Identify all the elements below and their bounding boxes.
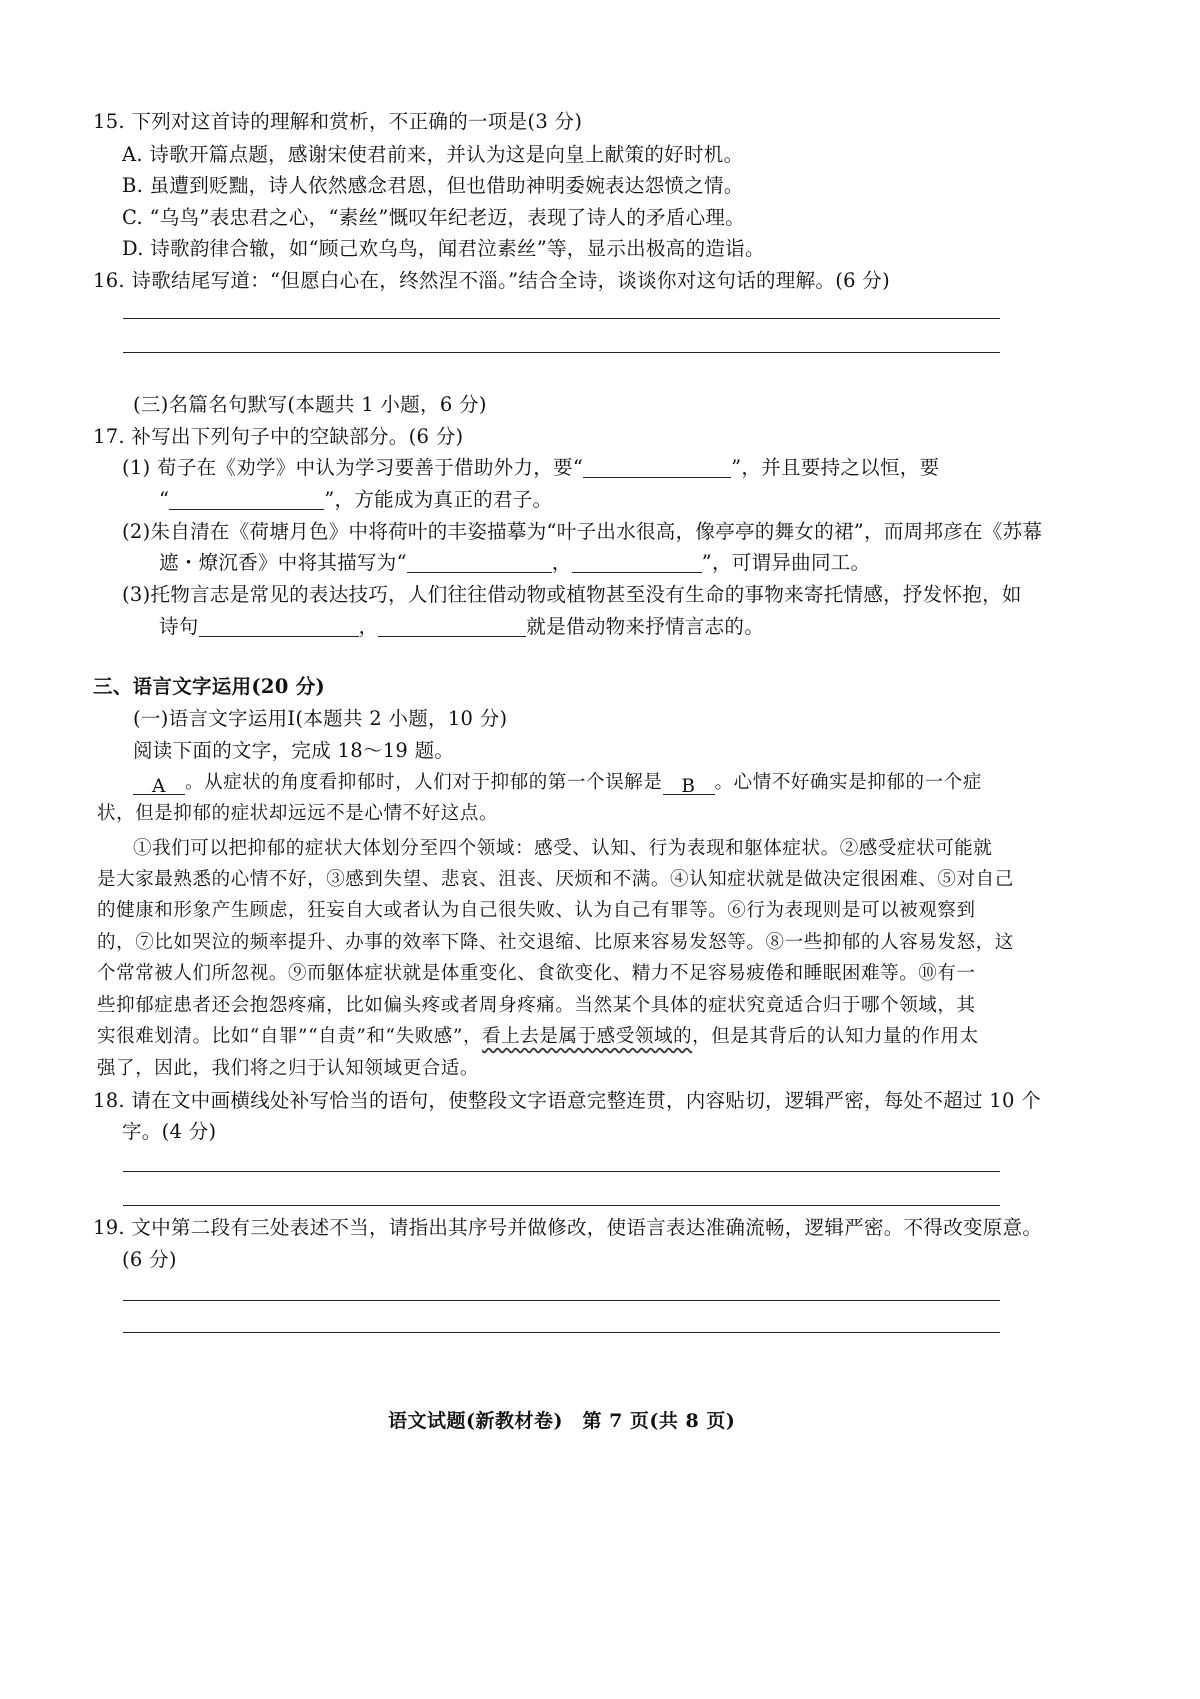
q16-answer-line-2[interactable] [123, 352, 1000, 353]
wavy-underlined-phrase: 看上去是属于感受领域的 [482, 1026, 693, 1047]
q17-part1-line1 [122, 453, 939, 483]
passage-line [133, 768, 982, 798]
q18-stem-cont: 字。(4 分) [122, 1120, 217, 1143]
passage-line: 的健康和形象产生顾虑，狂妄自大或者认为自己很失败、认为自己有罪等。⑥行为表现则是可以被观察到 [97, 900, 976, 921]
q17-blank-1[interactable] [583, 455, 731, 478]
q16-stem: 16. 诗歌结尾写道：“但愿白心在，终然涅不淄。”结合全诗，谈谈你对这句话的理解。(6 分) [93, 269, 891, 292]
q19-stem-cont: (6 分) [122, 1248, 177, 1271]
q17-blank-6[interactable] [378, 614, 526, 637]
passage-line: 个常常被人们所忽视。⑨而躯体症状就是体重变化、食欲变化、精力不足容易疲倦和睡眠困难等。⑩有一 [97, 963, 976, 984]
q17-blank-3[interactable] [407, 550, 552, 573]
q17-part1-line2 [159, 485, 552, 515]
q17-text: 诗句 [159, 615, 199, 638]
q19-answer-line-1[interactable] [123, 1300, 1000, 1301]
blank-b[interactable]: B [663, 772, 715, 795]
passage-text: ，但是其背后的认知力量的作用太 [692, 1026, 979, 1047]
passage-line: 的，⑦比如哭泣的频率提升、办事的效率下降、社交退缩、比原来容易发怒等。⑧一些抑郁的人容易发怒，这 [97, 932, 1014, 953]
passage-text: 实很难划清。比如“自罪”“自责”和“失败感”， [97, 1026, 483, 1047]
passage-text: 。从症状的角度看抑郁时，人们对于抑郁的第一个误解是 [185, 772, 663, 793]
q17-part2-line1: (2)朱自清在《荷塘月色》中将荷叶的丰姿描摹为“叶子出水很高，像亭亭的舞女的裙”，而周邦彦在《苏幕 [122, 520, 1043, 543]
q18-stem: 18. 请在文中画横线处补写恰当的语句，使整段文字语意完整连贯，内容贴切，逻辑严密，每处不超过 10 个 [93, 1089, 1042, 1112]
section-title: (三)名篇名句默写(本题共 1 小题，6 分) [133, 393, 487, 416]
q16-answer-line-1[interactable] [123, 318, 1000, 319]
q17-text: (1) 荀子在《劝学》中认为学习要善于借助外力，要“ [122, 456, 584, 479]
passage-line: 强了，因此，我们将之归于认知领域更合适。 [97, 1058, 480, 1079]
q17-part3-line1: (3)托物言志是常见的表达技巧，人们往往借动物或植物甚至没有生命的事物来寄托情感，抒发怀抱，如 [122, 583, 1022, 606]
q17-text: ， [551, 551, 572, 574]
q17-text: ”，并且要持之以恒，要 [731, 456, 940, 479]
q17-text: “ [159, 488, 170, 511]
q18-answer-line-2[interactable] [123, 1205, 1000, 1206]
passage-line [97, 1022, 979, 1052]
q17-blank-2[interactable] [169, 487, 324, 510]
reading-instruction: 阅读下面的文字，完成 18～19 题。 [133, 739, 455, 762]
passage-line: 些抑郁症患者还会抱怨疼痛，比如偏头疼或者周身疼痛。当然某个具体的症状究竟适合归于哪个领域，其 [97, 995, 976, 1016]
q17-part3-line2 [159, 612, 764, 642]
q19-answer-line-2[interactable] [123, 1332, 1000, 1333]
part-title: 三、语言文字运用(20 分) [93, 675, 326, 698]
passage-line: 是大家最熟悉的心情不好，③感到失望、悲哀、沮丧、厌烦和不满。④认知症状就是做决定很困难、⑤对自己 [97, 869, 1014, 890]
q15-option-a: A. 诗歌开篇点题，感谢宋使君前来，并认为这是向皇上献策的好时机。 [122, 143, 744, 166]
q17-text: ”，方能成为真正的君子。 [324, 488, 553, 511]
q17-text: 遮・燎沉香》中将其描写为“ [159, 551, 407, 574]
passage-line: ①我们可以把抑郁的症状大体划分至四个领域：感受、认知、行为表现和躯体症状。②感受症状可能就 [133, 838, 993, 859]
q17-text: 就是借动物来抒情言志的。 [526, 615, 765, 638]
q18-answer-line-1[interactable] [123, 1171, 1000, 1172]
q17-blank-4[interactable] [572, 550, 702, 573]
q15-option-d: D. 诗歌韵律合辙，如“顾己欢乌鸟，闻君泣素丝”等，显示出极高的造诣。 [122, 237, 765, 260]
q17-part2-line2 [159, 548, 870, 578]
q15-stem: 15. 下列对这首诗的理解和赏析，不正确的一项是(3 分) [93, 110, 583, 133]
subsection-title: (一)语言文字运用Ⅰ(本题共 2 小题，10 分) [133, 707, 508, 730]
blank-a[interactable]: A [133, 772, 185, 795]
passage-line: 状，但是抑郁的症状却远远不是心情不好这点。 [97, 803, 499, 824]
q17-text: ”，可谓异曲同工。 [701, 551, 871, 574]
q17-text: ， [358, 615, 379, 638]
page-footer: 语文试题(新教材卷) 第 7 页(共 8 页) [388, 1410, 736, 1432]
passage-text: 。心情不好确实是抑郁的一个症 [714, 772, 982, 793]
q19-stem: 19. 文中第二段有三处表述不当，请指出其序号并做修改，使语言表达准确流畅，逻辑严密。不得改变原意。 [93, 1216, 1043, 1239]
q15-option-c: C. “乌鸟”表忠君之心，“素丝”慨叹年纪老迈，表现了诗人的矛盾心理。 [122, 206, 745, 229]
q17-stem: 17. 补写出下列句子中的空缺部分。(6 分) [93, 425, 464, 448]
q15-option-b: B. 虽遭到贬黜，诗人依然感念君恩，但也借助神明委婉表达怨愤之情。 [122, 174, 744, 197]
q17-blank-5[interactable] [199, 614, 359, 637]
